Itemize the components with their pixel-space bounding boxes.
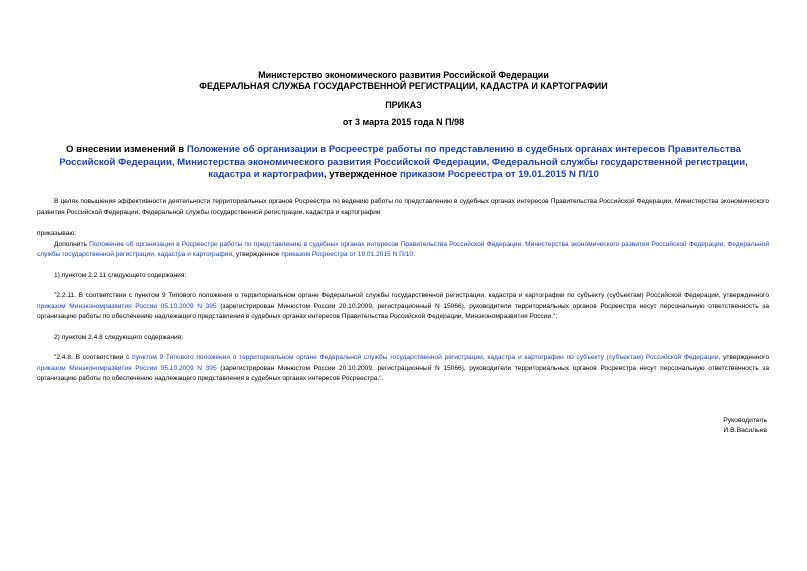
signer-position: Руководитель: [723, 417, 767, 424]
document-date-number: от 3 марта 2015 года N П/98: [342, 117, 465, 127]
service-name: ФЕДЕРАЛЬНАЯ СЛУЖБА ГОСУДАРСТВЕННОЙ РЕГИСТРАЦИИ, КАДАСТРА И КАРТОГРАФИИ: [199, 81, 608, 91]
text-span: "2.2.11. В соответствии с пунктом 9 Типового положения о территориальном органе Федеральной службы государственной регистрации, кадастра и картографии по субъекту (субъектам) Российской Федерации, утвержденного: [54, 292, 769, 299]
order-link[interactable]: приказом Росреестра от 19.01.2015 N П/10: [281, 251, 414, 258]
regulation-link[interactable]: Положение об организации в Росреестре работы по представлению в судебных органах интересов Правительства Российской Федерации, Министерства экономического развития Российской Федерации, Федеральной службы государственной регистрации, кадастра и картографии: [37, 240, 770, 258]
ministry-name: Министерство экономического развития Российской Федерации: [258, 70, 549, 80]
text-span: "2.4.8. В соответствии с: [54, 354, 133, 361]
text-span: :: [413, 251, 415, 258]
text-span: (зарегистрирован Минюстом России 20.10.2009, регистрационный N 15066), руководители территориальных органов Росреестра несут персональную ответственность за организацию работы по обеспечению надлежащего представления в судебных органах интересов Росреестра.".: [37, 364, 769, 382]
paragraph-item-1: 1) пунктом 2.2.11 следующего содержания:: [54, 271, 187, 279]
standard-regulation-link[interactable]: пунктом 9 Типового положения о территориальном органе Федеральной службы государственной регистрации, кадастра и картографии по субъекту (субъектам) Российской Федерации: [132, 354, 719, 361]
text-span: , утвержденное: [232, 251, 282, 258]
document-body: [37, 197, 769, 385]
document-type: ПРИКАЗ: [385, 100, 422, 110]
paragraph-item-2: 2) пунктом 2.4.8 следующего содержания:: [54, 333, 184, 341]
text-span: , утвержденного: [718, 354, 769, 361]
title-text: О внесении изменений в: [66, 144, 187, 155]
paragraph-2-4-8: [37, 353, 769, 385]
text-span: (зарегистрирован Минюстом России 20.10.2009, регистрационный N 15066), руководители территориальных органов Росреестра несут персональную ответственность за организацию работы по обеспечению надлежащего представления в судебных органах интересов Правительства Российской Федерации, Минэкономразвития России.";: [37, 302, 769, 320]
title-text: , утвержденное: [323, 169, 400, 180]
signature-block: [723, 416, 767, 436]
paragraph-amend: [37, 240, 769, 261]
title-regulation-link[interactable]: Положение об организации в Росреестре работы по представлению в судебных органах интересов Правительства Российской Федерации, Министерства экономического развития Российской Федерации, Федеральной службы государственной регистрации, кадастра и картографии: [59, 144, 748, 180]
paragraph-2-2-11: [37, 291, 769, 323]
signer-name: И.В.Васильев: [723, 427, 767, 434]
text-span: Дополнить: [54, 240, 90, 248]
title-order-link[interactable]: приказом Росреестра от 19.01.2015 N П/10: [399, 169, 599, 180]
ministry-order-link[interactable]: приказом Минэкономразвития России 05.10.2009 N 395: [37, 364, 217, 372]
paragraph-order-word: приказываю:: [37, 230, 77, 237]
ministry-order-link[interactable]: приказом Минэкономразвития России 05.10.2009 N 395: [37, 302, 217, 310]
paragraph-purpose: В целях повышения эффективности деятельности территориальных органов Росреестра по ведению работы по представлению в судебных органах интересов Правительства Российской Федерации, Министерства экономического развития Российской Федерации, Федеральной службы государственной регистрации, кадастра и картографии: [37, 198, 769, 216]
document-title: [40, 144, 767, 182]
